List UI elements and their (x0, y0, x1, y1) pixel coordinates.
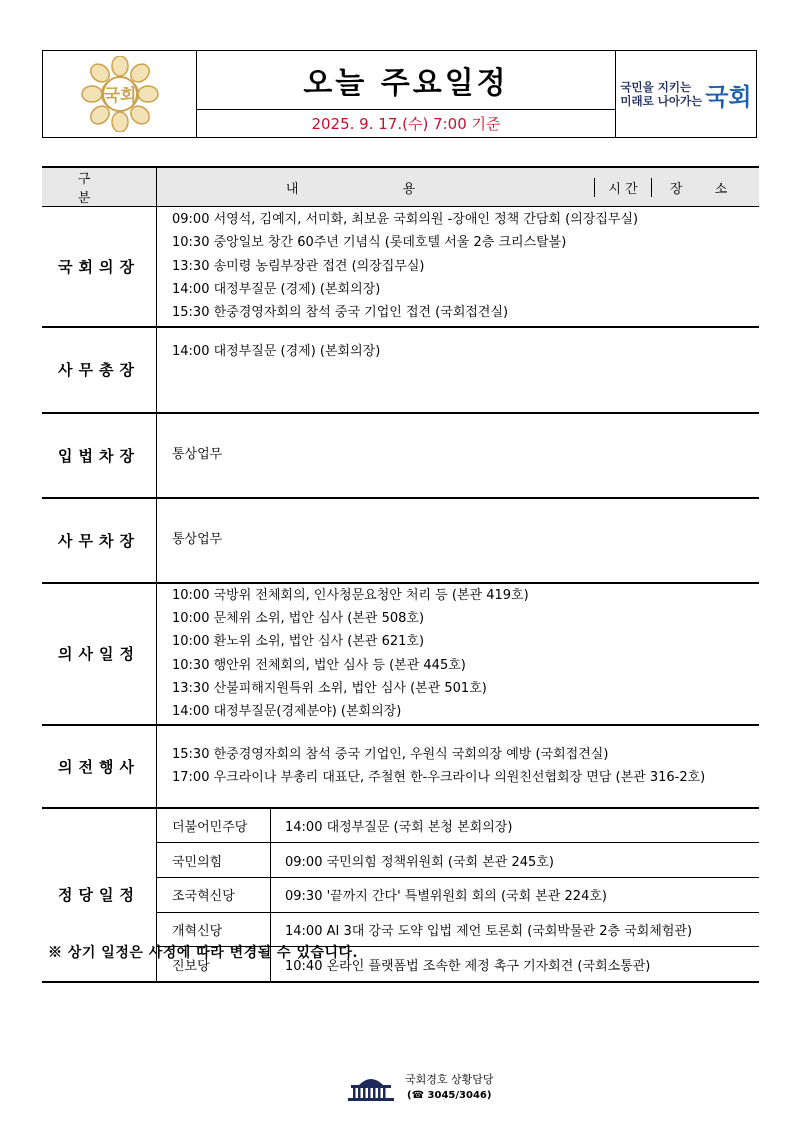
party-event: 14:00 AI 3대 강국 도약 입법 제언 토론회 (국회박물관 2층 국회체험관) (271, 912, 760, 947)
title-cell (197, 51, 616, 137)
schedule-line: 통상업무 (172, 447, 223, 463)
slogan-cell (616, 51, 756, 137)
header-category: 구 분 (42, 167, 157, 207)
schedule-line: 14:00 대정부질문 (경제) (본회의장) (172, 343, 381, 359)
schedule-line: 09:00 서영석, 김예지, 서미화, 최보윤 국회의원 -장애인 정책 간담회 (의장집무실) (172, 211, 639, 227)
slogan-line-1: 국민을 지키는 (620, 80, 692, 94)
party-name: 더불어민주당 (157, 809, 271, 843)
party-event: 14:00 대정부질문 (국회 본청 본회의장) (271, 809, 760, 843)
schedule-line: 14:00 대정부질문 (경제) (본회의장) (172, 281, 381, 297)
svg-text:국회: 국회 (103, 86, 136, 106)
national-assembly-emblem-icon (74, 56, 166, 132)
schedule-line: 통상업무 (172, 532, 223, 548)
table-row (42, 725, 759, 808)
content-speaker (157, 207, 760, 327)
schedule-line: 17:00 우크라이나 부총리 대표단, 주철현 한-우크라이나 의원친선협회장 면담 (본관 316-2호) (172, 770, 706, 786)
slogan-line-2: 미래로 나아가는 (620, 94, 703, 108)
header-time: 시 간 (595, 178, 652, 197)
party-event: 10:40 온라인 플랫폼법 조속한 제정 촉구 기자회견 (국회소통관) (285, 958, 651, 974)
assembly-building-icon (345, 1073, 397, 1103)
party-event: 09:00 국민의힘 정책위원회 (국회 본관 245호) (271, 843, 760, 878)
content-administrative-deputy (157, 498, 760, 583)
slogan-text (620, 80, 702, 108)
party-row (157, 843, 759, 878)
schedule-line: 10:00 환노위 소위, 법안 심사 (본관 621호) (172, 634, 425, 650)
schedule-line: 13:30 산불피해지원특위 소위, 법안 심사 (본관 501호) (172, 681, 487, 697)
schedule-line: 10:00 국방위 전체회의, 인사청문요청안 처리 등 (본관 419호) (172, 587, 529, 603)
party-name: 조국혁신당 (157, 878, 271, 913)
reference-date: 2025. 9. 17.(수) 7:00 기준 (197, 109, 615, 137)
schedule-line: 14:00 대정부질문(경제분야) (본회의장) (172, 704, 402, 720)
table-row (42, 413, 759, 498)
party-name: 진보당 (157, 947, 271, 981)
footer-phone: (☎ 3045/3046) (407, 1090, 492, 1101)
content-legislative-deputy (157, 413, 760, 498)
category-legislative-deputy: 입법차장 (42, 413, 157, 498)
schedule-line: 10:30 중앙일보 창간 60주년 기념식 (롯데호텔 서울 2층 크리스탈볼) (172, 235, 567, 251)
category-party: 정당일정 (42, 808, 157, 982)
category-speaker: 국회의장 (42, 207, 157, 327)
table-row (42, 583, 759, 725)
party-name: 개혁신당 (157, 912, 271, 947)
category-secretary-general: 사무총장 (42, 327, 157, 413)
slogan-logo: 국회 (705, 82, 752, 111)
table-row (42, 207, 759, 327)
table-row (42, 327, 759, 413)
content-protocol (157, 725, 760, 808)
header-content: 내 용 (157, 178, 595, 197)
footer (345, 1072, 494, 1104)
content-secretary-general (157, 327, 760, 413)
emblem-cell (43, 51, 197, 137)
schedule-line: 10:00 문체위 소위, 법안 심사 (본관 508호) (172, 610, 425, 626)
header-content-group (157, 167, 760, 207)
schedule-line: 15:30 한중경영자회의 참석 중국 기업인, 우원식 국회의장 예방 (국회접견실) (172, 746, 609, 762)
category-administrative-deputy: 사무차장 (42, 498, 157, 583)
schedule-line: 15:30 한중경영자회의 참석 중국 기업인 접견 (국회접견실) (172, 305, 509, 321)
footer-dept: 국회경호 상황담당 (405, 1073, 494, 1086)
content-agenda (157, 583, 760, 725)
category-protocol: 의전행사 (42, 725, 157, 808)
party-row (157, 878, 759, 913)
schedule-change-note: ※ 상기 일정은 사정에 따라 변경될 수 있습니다. (48, 945, 358, 961)
schedule-line: 13:30 송미령 농림부장관 접견 (의장집무실) (172, 258, 425, 274)
schedule-line: 10:30 행안위 전체회의, 법안 심사 등 (본관 445호) (172, 657, 466, 673)
header-place: 장 소 (669, 181, 742, 197)
party-event: 09:30 '끝까지 간다' 특별위원회 회의 (국회 본관 224호) (271, 878, 760, 913)
table-row (42, 498, 759, 583)
party-row (157, 809, 759, 843)
category-agenda: 의사일정 (42, 583, 157, 725)
schedule-table (42, 166, 759, 983)
page-title: 오늘 주요일정 (303, 66, 509, 101)
document-header (42, 50, 757, 138)
footer-text (405, 1072, 494, 1104)
party-name: 국민의힘 (157, 843, 271, 878)
table-header-row (42, 167, 759, 207)
